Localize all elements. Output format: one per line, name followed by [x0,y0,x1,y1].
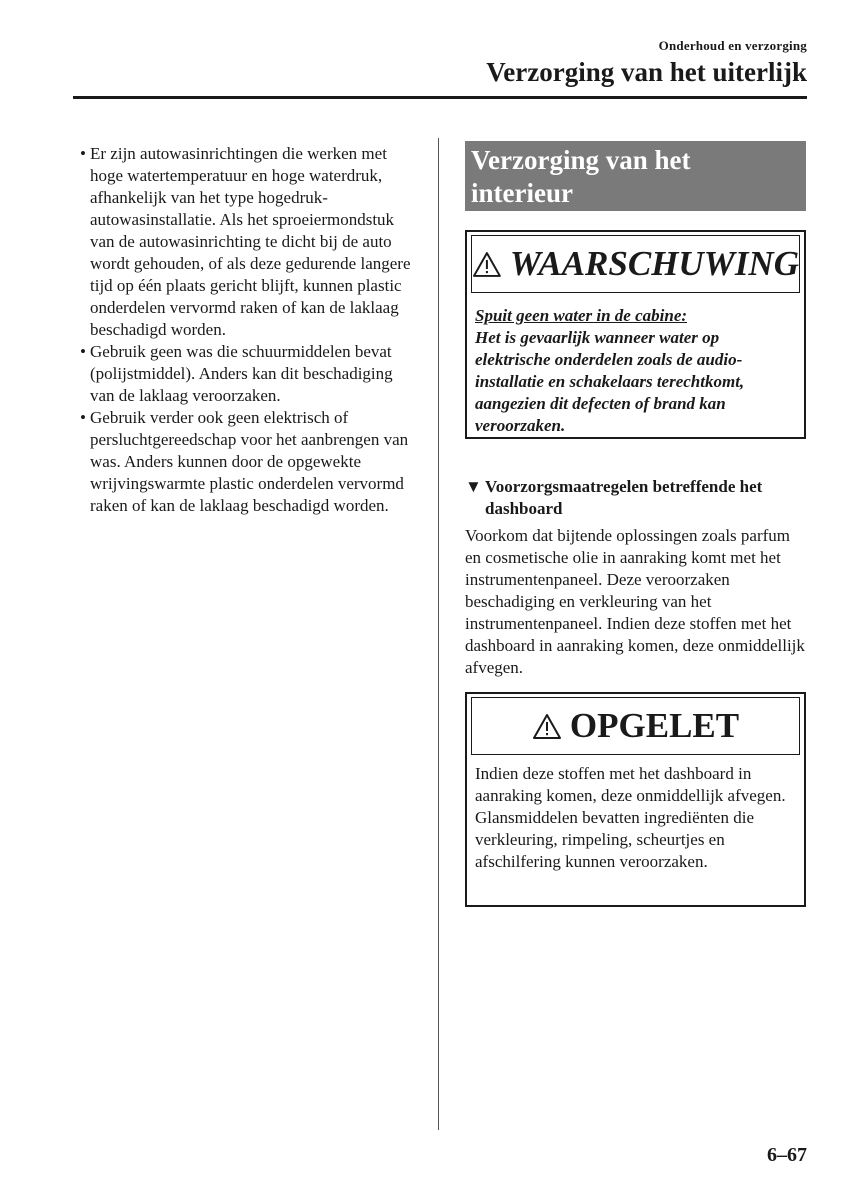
left-column [78,143,413,517]
caution-box [465,692,806,907]
page-number: 6–67 [767,1144,807,1166]
bullet-marker: • [80,144,86,163]
caution-text: Indien deze stoffen met het dashboard in aanraking komen, deze onmiddellijk afvegen. [475,764,786,805]
caution-label: OPGELET [569,706,740,745]
warning-text: Het is gevaarlijk wanneer water op elektrische onderdelen zoals de audio-installatie en schakelaars terechtkomt, aangezien dit defecten of brand kan veroorzaken. [475,328,745,435]
bullet-item [78,341,413,407]
section-label: Onderhoud en verzorging [658,38,807,53]
bullet-marker: • [80,342,86,361]
header-divider [73,96,807,99]
warning-body [467,293,804,437]
warning-header [471,235,800,293]
triangle-down-icon: ▼ [465,477,482,496]
warning-title: Spuit geen water in de cabine: [475,306,688,325]
bullet-text: Er zijn autowasinrichtingen die werken met hoge watertemperatuur en hoge waterdruk, afhankelijk van het type hogedruk-autowasinstallatie. Als het sproeiermondstuk van de autowasinrichting te dicht bij de auto wordt gehouden, of als deze gedurende langere tijd op één plaats gericht blijft, kunnen plastic onderdelen vervormd raken of kan de laklaag beschadigd worden. [90,144,411,339]
column-divider [438,138,439,1130]
bullet-text: Gebruik verder ook geen elektrisch of persluchtgereedschap voor het aanbrengen van was. Anders kunnen door de opgewekte wrijvingswarmte plastic onderdelen vervormd raken of kan de laklaag beschadigd worden. [90,408,409,515]
warning-triangle-icon [532,713,562,740]
bullet-marker: • [80,408,86,427]
caution-header [471,697,800,755]
subheading-text: Voorzorgsmaatregelen betreffende het dashboard [485,477,763,518]
section-heading [465,141,806,211]
bullet-text: Gebruik geen was die schuurmiddelen bevat (polijstmiddel). Anders kan dit beschadiging van de laklaag veroorzaken. [90,342,393,405]
warning-label: WAARSCHUWING [509,244,799,283]
warning-triangle-icon [472,251,502,278]
page-title: Verzorging van het uiterlijk [486,57,807,87]
body-paragraph: Voorkom dat bijtende oplossingen zoals parfum en cosmetische olie in aanraking komt met het instrumentenpaneel. Deze veroorzaken beschadiging en verkleuring van het instrumentenpaneel. Indien deze stoffen met het dashboard in aanraking komen, deze onmiddellijk afvegen. [465,526,805,677]
section-heading-line: interieur [471,178,573,208]
subheading [465,476,806,520]
caution-body [467,755,804,873]
warning-box [465,230,806,439]
caution-text: Glansmiddelen bevatten ingrediënten die verkleuring, rimpeling, scheurtjes en afschilfering kunnen veroorzaken. [475,808,754,871]
bullet-item [78,407,413,517]
section-heading-line: Verzorging van het [471,145,691,175]
bullet-item [78,143,413,341]
right-column [465,141,806,907]
